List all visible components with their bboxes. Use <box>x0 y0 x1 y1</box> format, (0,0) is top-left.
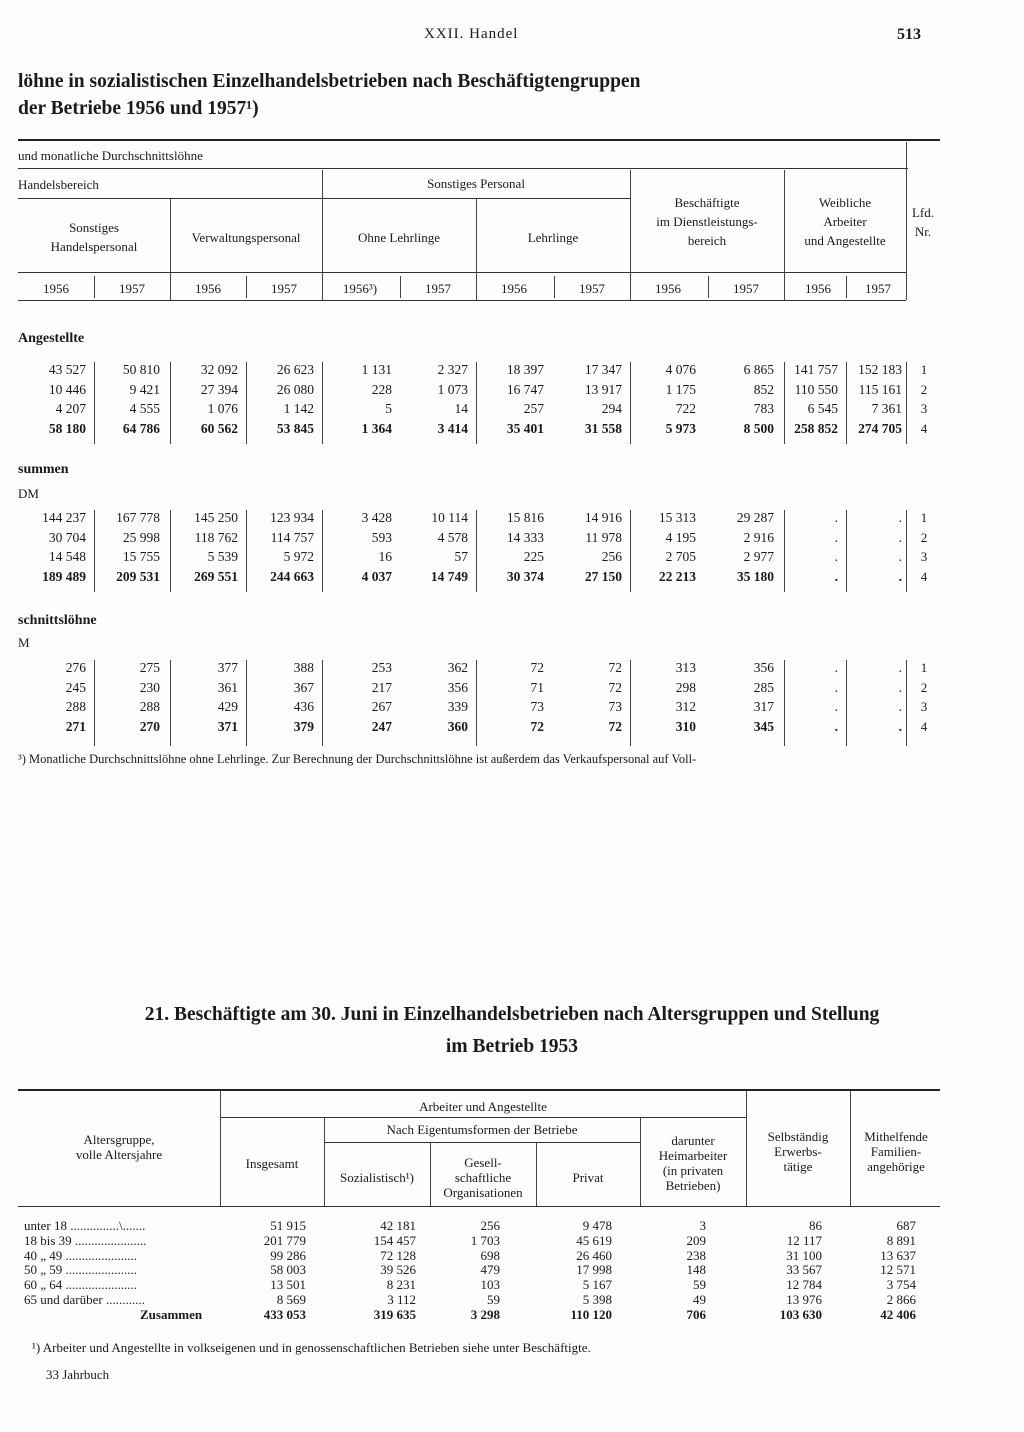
table2-cell: 5 398 <box>582 1292 612 1307</box>
table1-title-line1: löhne in sozialistischen Einzelhandelsbetrieben nach Beschäftigtengruppen <box>18 71 641 92</box>
table1-subheader: und monatliche Durchschnittslöhne <box>18 148 203 163</box>
row-number: 1 <box>920 362 928 377</box>
table1-cell: 145 250 <box>194 510 238 525</box>
table1-cell: . <box>834 679 838 695</box>
col-ohne-lehrlinge: Ohne Lehrlinge <box>358 230 440 245</box>
table1-cell: 6 865 <box>743 362 774 377</box>
table1-cell: 388 <box>293 660 314 675</box>
table1-cell: 72 <box>608 718 622 734</box>
table2-cell: 42 181 <box>380 1218 416 1233</box>
table1-cell: 852 <box>753 381 774 397</box>
col-insgesamt: Insgesamt <box>245 1156 299 1171</box>
col-dienstleistung: Beschäftigte im Dienstleistungs- bereich <box>656 195 758 248</box>
table2-cell: 33 567 <box>786 1262 822 1278</box>
section-title: Angestellte <box>18 331 85 346</box>
table2-cell: 103 <box>480 1277 500 1293</box>
table1-cell: 3 428 <box>361 510 392 525</box>
table1-cell: 14 916 <box>584 510 622 525</box>
year-cell: 1956³) <box>342 281 378 296</box>
table1-cell: 312 <box>675 699 696 714</box>
table2-cell: 59 <box>693 1277 706 1293</box>
table1-cell: 1 175 <box>665 381 696 397</box>
table1-cell: . <box>898 568 902 584</box>
table1-cell: 16 747 <box>506 381 544 397</box>
table1-cell: 15 816 <box>506 510 544 525</box>
table1-cell: 228 <box>371 381 392 397</box>
table1-cell: 72 <box>608 660 622 675</box>
row-number: 1 <box>920 660 928 675</box>
table2-rule-eigentum <box>324 1142 640 1143</box>
table1-cell: 6 545 <box>807 401 838 416</box>
table1-cell: 152 183 <box>858 362 902 377</box>
table1-cell: . <box>898 718 902 734</box>
table1-cell: . <box>898 660 902 675</box>
row-number: 3 <box>920 549 928 564</box>
vline <box>322 170 323 300</box>
table2-cell: 433 053 <box>263 1306 306 1322</box>
table1-cell: 275 <box>139 660 160 675</box>
table1-cell: 271 <box>65 718 86 734</box>
table1-cell: 123 934 <box>270 510 314 525</box>
table1-cell: . <box>898 549 902 564</box>
age-group-label: Zusammen <box>140 1306 203 1322</box>
table2-rule-group <box>220 1117 746 1118</box>
vline <box>536 1143 537 1206</box>
table1-cell: 244 663 <box>270 568 314 584</box>
table1-cell: 10 114 <box>431 510 468 525</box>
page-footer: 33 Jahrbuch <box>46 1367 110 1382</box>
table1-cell: 43 527 <box>48 362 86 377</box>
table1-cell: 267 <box>371 699 392 714</box>
table1-rule-years-bottom <box>18 300 906 301</box>
table1-cell: 313 <box>675 660 696 675</box>
table2-cell: 256 <box>480 1218 500 1233</box>
col-sozialistisch: Sozialistisch¹) <box>340 1170 414 1185</box>
table2-cell: 72 128 <box>380 1247 416 1263</box>
col-sonstiges-handelspersonal: Sonstiges Handelspersonal <box>50 220 138 254</box>
table1-cell: 29 287 <box>736 510 774 525</box>
table1-cell: 1 131 <box>361 362 392 377</box>
table1-cell: 270 <box>139 718 160 734</box>
table1-cell: 32 092 <box>200 362 238 377</box>
table2-cell: 13 501 <box>270 1277 306 1293</box>
section-title: summen <box>18 462 69 477</box>
row-number: 3 <box>920 699 928 714</box>
year-cell: 1956 <box>655 281 681 296</box>
table2-title-line1: 21. Beschäftigte am 30. Juni in Einzelhandelsbetrieben nach Altersgruppen und Stellung <box>144 1004 880 1025</box>
table1-cell: 4 555 <box>129 401 160 416</box>
table1-cell: 294 <box>601 401 622 416</box>
table1-cell: 2 916 <box>743 529 774 545</box>
section-unit: DM <box>18 486 39 501</box>
col-lfd-nr: Lfd. Nr. <box>911 205 935 239</box>
table2-cell: 698 <box>480 1247 500 1263</box>
age-group-label: 18 bis 39 ...................... <box>24 1232 147 1248</box>
table2-cell: 3 754 <box>886 1277 916 1293</box>
table1-title <box>18 68 778 122</box>
col-mithelfende: Mithelfende Familien- angehörige <box>864 1129 928 1174</box>
row-number: 2 <box>920 381 928 397</box>
row-number: 4 <box>920 568 928 584</box>
table1-cell: 50 810 <box>122 362 160 377</box>
table1-cell: 436 <box>293 699 314 714</box>
table1-cell: 2 977 <box>743 549 774 564</box>
table1-cell: . <box>898 699 902 714</box>
table1-cell: 310 <box>675 718 696 734</box>
table1-cell: 26 080 <box>276 381 314 397</box>
table1-cell: . <box>834 699 838 714</box>
table1-cell: 269 551 <box>194 568 238 584</box>
table2-cell: 110 120 <box>570 1306 612 1322</box>
vline <box>746 1091 747 1206</box>
table2-cell: 319 635 <box>373 1306 416 1322</box>
group-arbeiter-angestellte: Arbeiter und Angestellte <box>419 1099 547 1114</box>
table1-cell: 1 076 <box>207 401 238 416</box>
table2-cell: 3 <box>699 1218 706 1233</box>
table1-cell: 317 <box>753 699 774 714</box>
table2-cell: 58 003 <box>270 1262 306 1278</box>
col-altersgruppe: Altersgruppe, volle Altersjahre <box>75 1132 163 1162</box>
table1-cell: . <box>898 679 902 695</box>
table2-cell: 51 915 <box>270 1218 306 1233</box>
table2-rule-header-bottom <box>18 1206 940 1207</box>
year-cell: 1956 <box>195 281 221 296</box>
year-cell: 1957 <box>271 281 297 296</box>
vline <box>324 1117 325 1206</box>
table1-cell: 22 213 <box>658 568 696 584</box>
table2-cell: 8 231 <box>386 1277 416 1293</box>
table2-cell: 31 100 <box>786 1247 822 1263</box>
table1-cell: 367 <box>293 679 314 695</box>
section-title: schnittslöhne <box>18 613 97 628</box>
table2-cell: 1 703 <box>470 1232 500 1248</box>
table1-cell: 217 <box>371 679 392 695</box>
table1-cell: . <box>834 549 838 564</box>
table1-rule-years-top <box>18 272 906 273</box>
table1-title-line2: der Betriebe 1956 und 1957¹) <box>18 98 259 119</box>
table2-cell: 59 <box>487 1292 500 1307</box>
table1-cell: 141 757 <box>794 362 838 377</box>
table2-cell: 2 866 <box>886 1292 916 1307</box>
row-number: 3 <box>920 401 928 416</box>
col-gesellschaftlich: Gesell- schaftliche Organisationen <box>443 1155 523 1200</box>
group-sonstiges-personal: Sonstiges Personal <box>427 176 525 191</box>
table1-cell: 429 <box>217 699 238 714</box>
table2-cell: 3 298 <box>470 1306 500 1322</box>
table1-cell: 58 180 <box>48 420 86 436</box>
table1-cell: 5 973 <box>665 420 696 436</box>
table1-cell: . <box>834 660 838 675</box>
vline <box>846 276 847 298</box>
table2-cell: 8 891 <box>886 1232 916 1248</box>
table1-cell: 16 <box>378 549 392 564</box>
table1-cell: 4 037 <box>361 568 392 584</box>
table1-cell: 3 414 <box>437 420 468 436</box>
table2-cell: 9 478 <box>582 1218 612 1233</box>
year-cell: 1956 <box>501 281 527 296</box>
table1-cell: 26 623 <box>276 362 314 377</box>
table2-cell: 154 457 <box>373 1232 416 1248</box>
table1-cell: 18 397 <box>506 362 544 377</box>
table1-cell: 13 917 <box>584 381 622 397</box>
table1-cell: 345 <box>753 718 774 734</box>
table1-cell: 110 550 <box>794 381 838 397</box>
table1-cell: 8 500 <box>743 420 774 436</box>
table1-cell: 371 <box>217 718 238 734</box>
vline <box>400 276 401 298</box>
col-weiblich: Weibliche Arbeiter und Angestellte <box>804 195 886 248</box>
table1-cell: 14 548 <box>48 549 86 564</box>
table1-cell: 298 <box>675 679 696 695</box>
table1-cell: 30 374 <box>506 568 544 584</box>
table2-cell: 12 784 <box>786 1277 822 1293</box>
table1-cell: . <box>834 718 838 734</box>
table1-cell: 73 <box>608 699 622 714</box>
table1-cell: 257 <box>523 401 544 416</box>
table1-cell: 783 <box>753 401 774 416</box>
table1-cell: 362 <box>447 660 468 675</box>
table2-cell: 42 406 <box>880 1306 916 1322</box>
table1-cell: 593 <box>371 529 392 545</box>
table1-cell: 35 180 <box>736 568 774 584</box>
table1-cell: 7 361 <box>871 401 902 416</box>
table2-cell: 86 <box>809 1218 822 1233</box>
vline <box>170 199 171 300</box>
vline <box>784 170 785 300</box>
table1-cell: 230 <box>139 679 160 695</box>
table2-cell: 103 630 <box>779 1306 822 1322</box>
col-selbstaendig: Selbständig Erwerbs- tätige <box>767 1129 829 1174</box>
table1-cell: 247 <box>371 718 392 734</box>
table1-cell: 9 421 <box>129 381 160 397</box>
vline <box>94 276 95 298</box>
year-cell: 1957 <box>119 281 145 296</box>
table2-cell: 99 286 <box>270 1247 306 1263</box>
table1-cell: . <box>834 510 838 525</box>
year-cell: 1956 <box>43 281 69 296</box>
table1-cell: 722 <box>675 401 696 416</box>
table1-cell: 285 <box>753 679 774 695</box>
table1-rule-sub <box>18 168 908 169</box>
table1-cell: 73 <box>530 699 544 714</box>
vline <box>708 276 709 298</box>
table1-cell: 253 <box>371 660 392 675</box>
table1-cell: 361 <box>217 679 238 695</box>
table1-cell: 72 <box>530 718 544 734</box>
table1-cell: 4 076 <box>665 362 696 377</box>
section-unit: M <box>18 635 30 650</box>
page-number: 513 <box>897 26 921 43</box>
table1-cell: 189 489 <box>42 568 86 584</box>
table1-cell: 4 207 <box>55 401 86 416</box>
year-cell: 1957 <box>579 281 605 296</box>
table1-cell: 14 333 <box>506 529 544 545</box>
table2-cell: 706 <box>686 1306 706 1322</box>
table2-cell: 12 117 <box>786 1232 822 1248</box>
table1-cell: 274 705 <box>858 420 902 436</box>
table2-cell: 8 569 <box>276 1292 306 1307</box>
year-cell: 1957 <box>425 281 451 296</box>
table2-cell: 45 619 <box>576 1232 612 1248</box>
table1-cell: 379 <box>293 718 314 734</box>
table1-cell: 276 <box>65 660 86 675</box>
vline <box>430 1143 431 1206</box>
table2-cell: 238 <box>686 1247 706 1263</box>
year-cell: 1957 <box>733 281 759 296</box>
table2-cell: 201 779 <box>263 1232 306 1248</box>
table2-cell: 687 <box>896 1218 916 1233</box>
table2-title-line2: im Betrieb 1953 <box>445 1036 579 1057</box>
table2-cell: 39 526 <box>380 1262 416 1278</box>
table1-cell: . <box>834 568 838 584</box>
vline <box>220 1091 221 1206</box>
row-number: 2 <box>920 679 928 695</box>
col-heimarbeiter: darunter Heimarbeiter (in privaten Betrieben) <box>658 1133 728 1193</box>
table1-cell: 53 845 <box>276 420 314 436</box>
table1-cell: 209 531 <box>116 568 160 584</box>
table2-title <box>30 999 994 1063</box>
age-group-label: unter 18 ...............\....... <box>24 1218 146 1233</box>
table2-cell: 26 460 <box>576 1247 612 1263</box>
table1-cell: 1 364 <box>361 420 392 436</box>
vline <box>906 142 907 300</box>
table1-cell: 15 755 <box>122 549 160 564</box>
table1-cell: . <box>898 510 902 525</box>
vline <box>906 510 907 592</box>
table1-top-rule <box>18 139 940 141</box>
table1-cell: 72 <box>608 679 622 695</box>
table1-cell: 118 762 <box>194 529 238 545</box>
table1-cell: 72 <box>530 660 544 675</box>
table1-cell: 31 558 <box>584 420 622 436</box>
year-cell: 1957 <box>865 281 891 296</box>
table1-cell: 57 <box>454 549 468 564</box>
table2-cell: 148 <box>686 1262 706 1278</box>
table1-cell: 14 749 <box>430 568 468 584</box>
table1-cell: 5 539 <box>207 549 238 564</box>
vline <box>476 199 477 300</box>
table1-footnote: ³) Monatliche Durchschnittslöhne ohne Lehrlinge. Zur Berechnung der Durchschnittslöhne ist außerdem das Verkaufspersonal auf Voll- <box>18 752 697 766</box>
chapter-title: XXII. Handel <box>424 26 519 42</box>
age-group-label: 60 „ 64 ...................... <box>24 1277 138 1293</box>
table2-top-rule <box>18 1089 940 1091</box>
col-privat: Privat <box>572 1170 604 1185</box>
table2-footnote: ¹) Arbeiter und Angestellte in volkseigenen und in genossenschaftlichen Betrieben siehe unter Beschäftigte. <box>32 1340 591 1355</box>
age-group-label: 50 „ 59 ...................... <box>24 1262 138 1278</box>
table2-cell: 17 998 <box>576 1262 612 1278</box>
table1-cell: 377 <box>217 660 238 675</box>
table2-cell: 13 976 <box>786 1292 822 1307</box>
table1-cell: 27 150 <box>584 568 622 584</box>
table1-cell: 30 704 <box>48 529 86 545</box>
table2-cell: 12 571 <box>880 1262 916 1278</box>
group-eigentumsformen: Nach Eigentumsformen der Betriebe <box>386 1122 578 1137</box>
table1-cell: 5 <box>385 401 392 416</box>
table1-cell: 167 778 <box>116 510 160 525</box>
group-handelsbereich: Handelsbereich <box>18 177 99 192</box>
table1-cell: 27 394 <box>200 381 238 397</box>
table1-cell: 71 <box>530 679 544 695</box>
table1-cell: 288 <box>65 699 86 714</box>
table1-cell: 64 786 <box>122 420 160 436</box>
table1-cell: 245 <box>65 679 86 695</box>
table1-cell: 288 <box>139 699 160 714</box>
vline <box>906 660 907 746</box>
table1-cell: 17 347 <box>584 362 622 377</box>
table1-cell: 225 <box>523 549 544 564</box>
table1-cell: 14 <box>454 401 468 416</box>
table1-cell: 4 578 <box>437 529 468 545</box>
table1-cell: 1 142 <box>283 401 314 416</box>
table1-cell: 258 852 <box>794 420 838 436</box>
table1-cell: 11 978 <box>585 529 622 545</box>
table1-rule-group <box>18 198 630 199</box>
table1-cell: 35 401 <box>506 420 544 436</box>
vline <box>630 170 631 300</box>
row-number: 1 <box>920 510 928 525</box>
vline <box>554 276 555 298</box>
table1-cell: 1 073 <box>437 381 468 397</box>
table1-cell: . <box>898 529 902 545</box>
col-verwaltungspersonal: Verwaltungspersonal <box>191 230 301 245</box>
table1-cell: 10 446 <box>48 381 86 397</box>
vline <box>850 1091 851 1206</box>
table1-cell: 339 <box>447 699 468 714</box>
table1-cell: 15 313 <box>658 510 696 525</box>
row-number: 2 <box>920 529 928 545</box>
vline <box>906 362 907 444</box>
col-lehrlinge: Lehrlinge <box>527 230 579 245</box>
row-number: 4 <box>920 420 928 436</box>
table1-cell: 356 <box>447 679 468 695</box>
table2-cell: 3 112 <box>387 1292 416 1307</box>
vline <box>246 276 247 298</box>
table2-cell: 5 167 <box>582 1277 612 1293</box>
table1-cell: 114 757 <box>270 529 314 545</box>
table1-cell: 60 562 <box>200 420 238 436</box>
vline <box>640 1117 641 1206</box>
table2-cell: 209 <box>686 1232 706 1248</box>
table1-cell: 4 195 <box>665 529 696 545</box>
age-group-label: 65 und darüber ............ <box>24 1292 145 1307</box>
row-number: 4 <box>920 718 928 734</box>
table1-cell: 2 705 <box>665 549 696 564</box>
year-cell: 1956 <box>805 281 831 296</box>
table1-cell: . <box>834 529 838 545</box>
table1-cell: 2 327 <box>437 362 468 377</box>
table1-cell: 144 237 <box>42 510 86 525</box>
table2-cell: 479 <box>480 1262 500 1278</box>
table1-cell: 115 161 <box>858 381 902 397</box>
table1-cell: 360 <box>447 718 468 734</box>
table1-cell: 5 972 <box>283 549 314 564</box>
table2-cell: 49 <box>693 1292 706 1307</box>
table1-cell: 25 998 <box>122 529 160 545</box>
age-group-label: 40 „ 49 ...................... <box>24 1247 138 1263</box>
table2-cell: 13 637 <box>880 1247 916 1263</box>
table1-cell: 256 <box>601 549 622 564</box>
table1-cell: 356 <box>753 660 774 675</box>
